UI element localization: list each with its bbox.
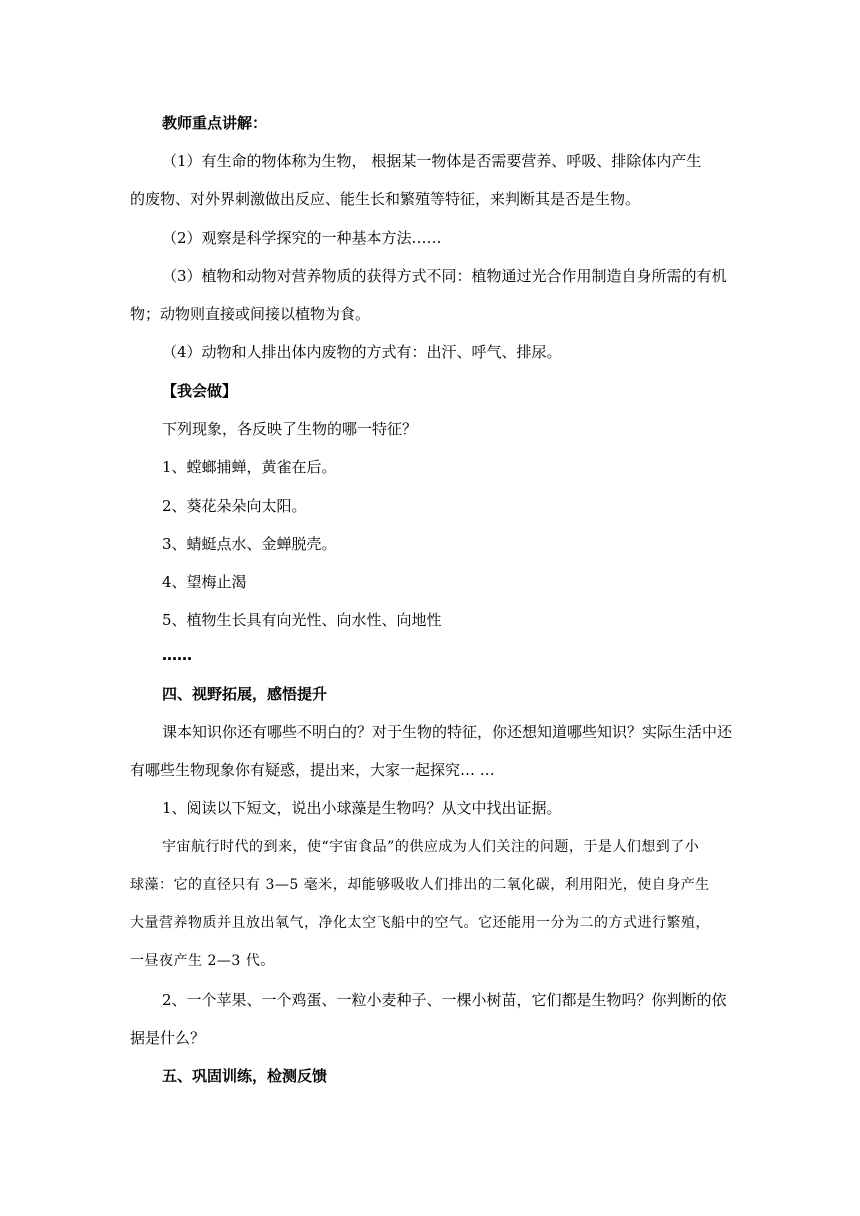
passage-line-3: 大量营养物质并且放出氧气，净化太空飞船中的空气。它还能用一分为二的方式进行繁殖， — [130, 915, 710, 931]
section-four-question-2-line-1: 2、一个苹果、一个鸡蛋、一粒小麦种子、一棵小树苗，它们都是生物吗？你判断的依 — [162, 991, 727, 1009]
section-four-intro-line-2: 有哪些生物现象你有疑惑，提出来，大家一起探究… … — [130, 761, 495, 779]
practice-item-4: 4、望梅止渴 — [162, 573, 247, 591]
passage-line-1: 宇宙航行时代的到来，使“宇宙食品”的供应成为人们关注的问题，于是人们想到了小 — [162, 839, 700, 855]
practice-heading: 【我会做】 — [162, 382, 238, 400]
teacher-point-4: （4）动物和人排出体内废物的方式有：出汗、呼气、排尿。 — [162, 343, 562, 361]
practice-item-1: 1、螳螂捕蝉，黄雀在后。 — [162, 458, 337, 476]
section-four-intro-line-1: 课本知识你还有哪些不明白的？对于生物的特征，你还想知道哪些知识？实际生活中还 — [162, 723, 733, 741]
practice-item-2: 2、葵花朵朵向太阳。 — [162, 497, 307, 515]
teacher-point-3-line-2: 物；动物则直接或间接以植物为食。 — [130, 305, 371, 323]
practice-item-5: 5、植物生长具有向光性、向水性、向地性 — [162, 611, 442, 629]
teacher-point-1-line-2: 的废物、对外界刺激做出反应、能生长和繁殖等特征，来判断其是否是生物。 — [130, 190, 641, 208]
section-four-heading: 四、视野拓展，感悟提升 — [162, 685, 328, 703]
teacher-heading: 教师重点讲解： — [162, 114, 268, 132]
section-five-heading: 五、巩固训练，检测反馈 — [162, 1067, 328, 1085]
teacher-point-2: （2）观察是科学探究的一种基本方法…… — [162, 229, 442, 247]
teacher-point-1-line-1: （1）有生命的物体称为生物， 根据某一物体是否需要营养、呼吸、排除体内产生 — [162, 152, 702, 170]
teacher-point-3-line-1: （3）植物和动物对营养物质的获得方式不同：植物通过光合作用制造自身所需的有机 — [162, 267, 727, 285]
passage-line-4: 一昼夜产生 2—3 代。 — [130, 953, 275, 969]
practice-item-3: 3、蜻蜓点水、金蝉脱壳。 — [162, 535, 337, 553]
practice-question: 下列现象，各反映了生物的哪一特征？ — [162, 420, 418, 438]
section-four-question-2-line-2: 据是什么？ — [130, 1029, 206, 1047]
practice-ellipsis: …… — [162, 646, 192, 664]
section-four-question-1: 1、阅读以下短文，说出小球藻是生物吗？从文中找出证据。 — [162, 799, 562, 817]
passage-line-2: 球藻：它的直径只有 3—5 毫米，却能够吸收人们排出的二氧化碳，利用阳光，使自身产生 — [130, 877, 710, 893]
